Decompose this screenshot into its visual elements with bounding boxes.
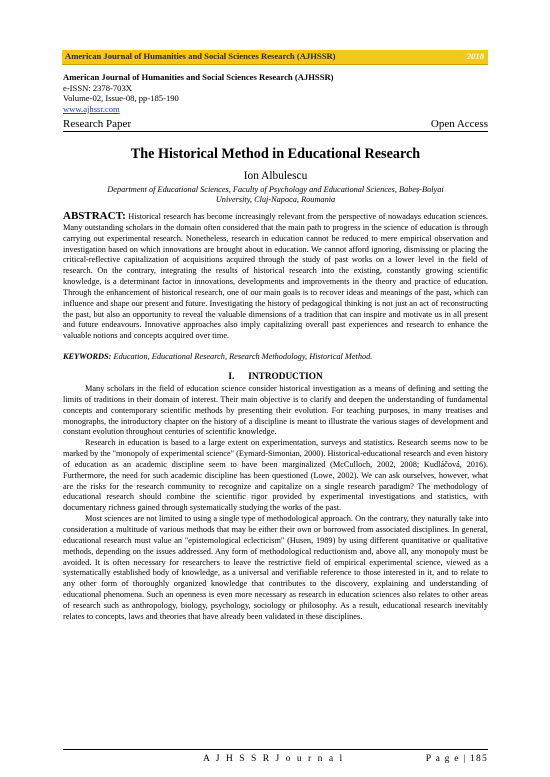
affiliation-line-1: Department of Educational Sciences, Faculty of Psychology and Educational Sciences, Babeș-Bolyai: [107, 185, 444, 194]
section-number: I.: [228, 372, 235, 382]
header-year: 2018: [466, 51, 484, 61]
section-heading-introduction: [63, 372, 488, 382]
footer-journal: A J H S S R J o u r n a l: [203, 753, 345, 764]
journal-url-link[interactable]: www.ajhssr.com: [63, 103, 120, 114]
journal-header-bar: [62, 50, 488, 65]
abstract: [63, 211, 488, 342]
paper-type: Research Paper: [63, 118, 132, 130]
keywords-label: KEYWORDS:: [63, 352, 112, 361]
paragraph-2: Research in education is based to a large extent on experimentation, surveys and statistics. Research seems now to be marked by the "monopoly of experimental science" (Eymard-Simonian, 2000). Historical-educational research and even history of education as an academic discipline seem to have been marginalized (McCulloch, 2002, 2008; Kudláčová, 2016). Furthermore, the need for such academic discipline has been questioned (Lowe, 2002). We can ask ourselves, however, what are the risks for the research community to recognize and capitalize on a single research paradigm? The methodology of educational research should combine the scientific rigor provided by experimental investigations and statistics, with documentary richness gained through systematically studying the works of the past.: [63, 438, 488, 513]
meta-issn: e-ISSN: 2378-703X: [63, 82, 132, 93]
paragraph-3: Most sciences are not limited to using a single type of methodological approach. On the contrary, they naturally take into consideration a multitude of various methods that may be either their own or borrowed from associated disciplines. In general, educational research must value an "epistemological eclecticism" (Husen, 1989) by using different quantitative or qualitative methods, depending on the issues addressed. Any form of methodological reductionism and, above all, any monopoly must be avoided. It is often necessary for researchers to leave the restrictive field of empirical experimental science, viewed as a systematically established body of knowledge, as a universal and verifiable reference to those interested in it, and to relate to any other form of thoroughly organized knowledge that contributes to the discovery, explaining and understanding of educational phenomena. Such an openness is even more necessary as research in education sciences also relates to other areas of research such as anthropology, biology, psychology, sociology or philosophy. As a result, educational research inevitably relates to concepts, laws and theories that have already been validated in these disciplines.: [63, 514, 488, 621]
paper-type-row: [63, 118, 488, 132]
abstract-text: Historical research has become increasingly relevant from the perspective of nowadays education sciences. Many outstanding scholars in the domain often considered that the main path to progress in the science of education is through carrying out experimental research. Nonetheless, research in education cannot be reduced to mere empirical observation and investigation based on which innovations are brought about in education. We cannot afford ignoring, dismissing or placing the critical-reflective capitalization of acquisitions acquired through the study of past works on a lower level in the field of research. On the contrary, integrating the results of historical research into the existing, constantly growing scientific knowledge, is a determinant factor in innovations, developments and improvements in the theory and practice of education. Through the enhancement of historical research, one of our main goals is to recover ideas and meanings of the past, which can influence and shape our present and future. Investigating the history of pedagogical thinking is not just an act of reconstructing the past, but also an opportunity to reveal the valuable dimensions of a tradition that can inspire and motivate us in all present and future endeavours. Innovative approaches also imply capitalizing overall past experiences and research to enhance the valuable notions and concepts acquired over time.: [63, 212, 488, 341]
abstract-label: ABSTRACT:: [63, 210, 126, 222]
paragraph-1: Many scholars in the field of education science consider historical investigation as a means of defining and setting the limits of traditions in their domain of interest. Their main objective is to clarify and deepen the understanding of fundamental concepts and contemporary scientific methods by presenting their evolution. For teaching purposes, in many treatises and monographs, the introductory chapter on the history of a discipline is meant to illustrate the various stages of development and constant evolution throughout centuries of scientific knowledge.: [63, 384, 488, 437]
meta-journal: American Journal of Humanities and Social Sciences Research (AJHSSR): [63, 72, 334, 82]
paper-title: The Historical Method in Educational Research: [130, 146, 421, 162]
body-text: [63, 384, 488, 623]
page-footer: [63, 749, 488, 764]
section-title: INTRODUCTION: [248, 372, 323, 382]
keywords-text: Education, Educational Research, Research Methodology, Historical Method.: [113, 352, 373, 361]
publication-meta: [63, 72, 488, 114]
author-name: Ion Albulescu: [243, 170, 308, 182]
affiliation-line-2: University, Cluj-Napoca, Roumania: [215, 195, 336, 205]
author-affiliation: [63, 185, 488, 206]
open-access-label: Open Access: [430, 118, 488, 130]
meta-volume: Volume-02, Issue-08, pp-185-190: [63, 93, 179, 104]
keywords: [63, 352, 488, 361]
header-journal-name: American Journal of Humanities and Social Sciences Research (AJHSSR): [65, 51, 336, 61]
page-number: P a g e | 185: [425, 753, 488, 764]
